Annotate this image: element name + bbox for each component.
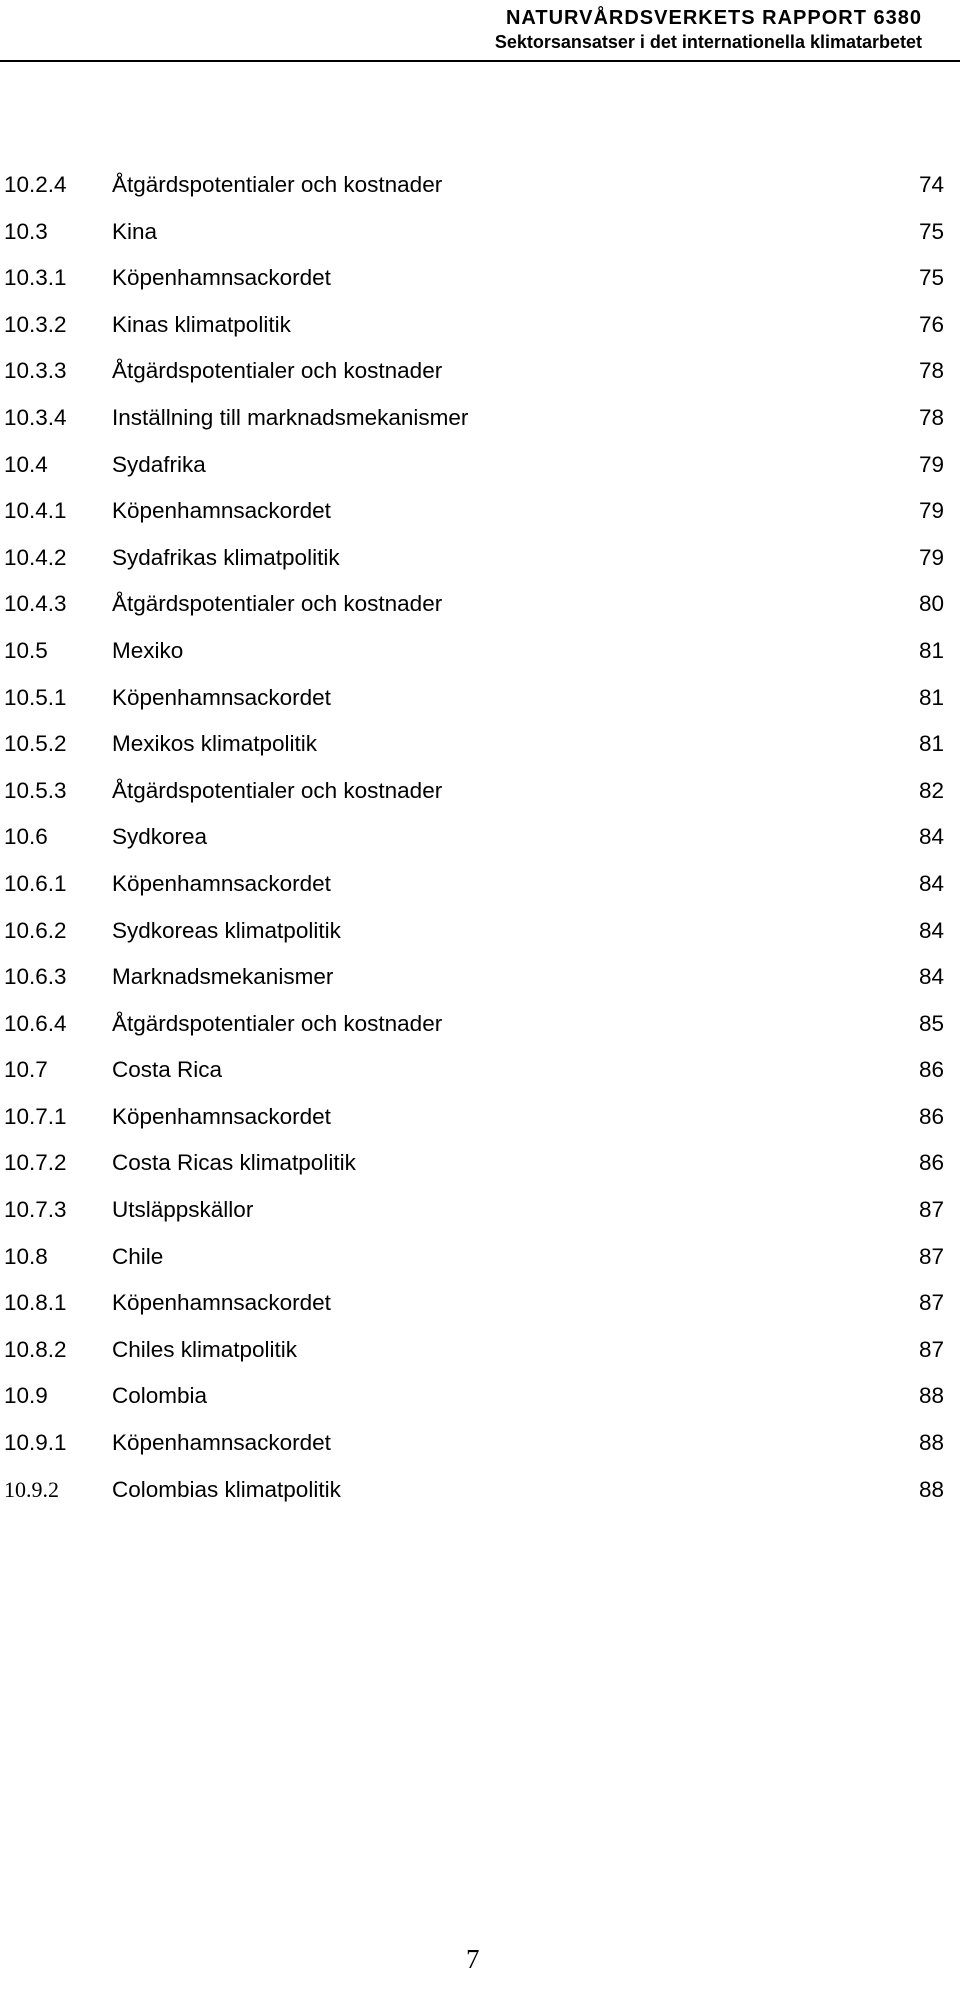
toc-section-number: 10.3.3 xyxy=(4,358,67,384)
toc-page-number: 87 xyxy=(918,1290,944,1316)
toc-section-title: Colombias klimatpolitik xyxy=(112,1476,341,1502)
toc-section-number: 10.6.1 xyxy=(4,870,67,896)
toc-section-number: 10.4.3 xyxy=(4,591,67,617)
toc-section-number: 10.4.1 xyxy=(4,498,67,524)
toc-entry[interactable] xyxy=(0,209,960,256)
toc-section-number: 10.5.2 xyxy=(4,731,67,757)
toc-section-title: Mexikos klimatpolitik xyxy=(112,731,318,757)
toc-page-number: 75 xyxy=(918,265,944,291)
toc-section-number: 10.7.3 xyxy=(4,1197,67,1223)
toc-section-number: 10.4 xyxy=(4,451,48,477)
toc-entry[interactable] xyxy=(0,1234,960,1281)
toc-section-title: Köpenhamnsackordet xyxy=(112,684,331,710)
toc-page-number: 84 xyxy=(918,824,944,850)
toc-page-number: 87 xyxy=(918,1336,944,1362)
toc-section-title: Chiles klimatpolitik xyxy=(112,1336,298,1362)
toc-entry[interactable] xyxy=(0,1373,960,1420)
toc-entry[interactable] xyxy=(0,302,960,349)
toc-entry[interactable] xyxy=(0,1001,960,1048)
toc-section-title: Utsläppskällor xyxy=(112,1197,254,1223)
toc-entry[interactable] xyxy=(0,535,960,582)
toc-page-number: 79 xyxy=(918,498,944,524)
toc-page-number: 84 xyxy=(918,917,944,943)
toc-entry[interactable] xyxy=(0,1327,960,1374)
toc-section-number: 10.3.1 xyxy=(4,265,67,291)
page-header xyxy=(495,6,922,54)
toc-section-number: 10.3 xyxy=(4,218,48,244)
toc-entry[interactable] xyxy=(0,1420,960,1467)
toc-page-number: 74 xyxy=(918,172,944,197)
toc-section-title: Köpenhamnsackordet xyxy=(112,1103,331,1129)
toc-entry[interactable] xyxy=(0,768,960,815)
toc-section-number: 10.6.3 xyxy=(4,964,67,990)
toc-section-title: Köpenhamnsackordet xyxy=(112,498,331,524)
toc-entry[interactable] xyxy=(0,908,960,955)
toc-section-title: Kina xyxy=(112,218,158,244)
toc-section-title: Sydkoreas klimatpolitik xyxy=(112,917,341,943)
toc-entry[interactable] xyxy=(0,442,960,489)
toc-page-number: 78 xyxy=(918,404,944,430)
toc-page-number: 75 xyxy=(918,218,944,244)
toc-page-number: 87 xyxy=(918,1243,944,1269)
toc-section-title: Åtgärdspotentialer och kostnader xyxy=(112,777,443,803)
toc-entry[interactable] xyxy=(0,1187,960,1234)
toc-section-number: 10.3.2 xyxy=(4,311,67,337)
toc-section-title: Mexiko xyxy=(112,637,184,663)
toc-section-number: 10.8 xyxy=(4,1243,48,1269)
toc-page-number: 78 xyxy=(918,358,944,384)
toc-section-title: Sydafrika xyxy=(112,451,206,477)
toc-section-title: Köpenhamnsackordet xyxy=(112,1430,331,1456)
toc-section-number: 10.6 xyxy=(4,824,48,850)
toc-entry[interactable] xyxy=(0,581,960,628)
table-of-contents xyxy=(0,162,960,1513)
toc-entry[interactable] xyxy=(0,1467,960,1514)
toc-section-number: 10.5 xyxy=(4,637,48,663)
toc-page-number: 88 xyxy=(918,1430,944,1456)
toc-page-number: 85 xyxy=(918,1010,944,1036)
toc-page-number: 80 xyxy=(918,591,944,617)
toc-entry[interactable] xyxy=(0,1094,960,1141)
report-title: NATURVÅRDSVERKETS RAPPORT 6380 xyxy=(505,7,922,29)
toc-section-number: 10.7 xyxy=(4,1057,48,1083)
toc-section-number: 10.8.2 xyxy=(4,1336,67,1362)
toc-page-number: 88 xyxy=(918,1476,944,1502)
toc-section-title: Åtgärdspotentialer och kostnader xyxy=(112,358,443,384)
toc-section-number: 10.6.4 xyxy=(4,1010,67,1036)
toc-section-title: Marknadsmekanismer xyxy=(112,964,334,990)
toc-page-number: 79 xyxy=(918,544,944,570)
toc-section-number: 10.7.2 xyxy=(4,1150,67,1176)
toc-section-title: Köpenhamnsackordet xyxy=(112,870,331,896)
toc-page-number: 86 xyxy=(918,1103,944,1129)
toc-section-title: Costa Rica xyxy=(112,1057,223,1083)
toc-section-number: 10.7.1 xyxy=(4,1103,67,1129)
toc-entry[interactable] xyxy=(0,162,960,209)
toc-page-number: 79 xyxy=(918,451,944,477)
header-divider xyxy=(0,60,960,62)
toc-page-number: 86 xyxy=(918,1150,944,1176)
toc-entry[interactable] xyxy=(0,721,960,768)
toc-section-number: 10.3.4 xyxy=(4,404,67,430)
toc-entry[interactable] xyxy=(0,348,960,395)
toc-page-number: 81 xyxy=(918,731,944,757)
toc-entry[interactable] xyxy=(0,1047,960,1094)
toc-entry[interactable] xyxy=(0,395,960,442)
toc-section-title: Köpenhamnsackordet xyxy=(112,265,331,291)
toc-section-title: Åtgärdspotentialer och kostnader xyxy=(112,591,443,617)
toc-page-number: 76 xyxy=(918,311,944,337)
toc-entry[interactable] xyxy=(0,1140,960,1187)
toc-entry[interactable] xyxy=(0,861,960,908)
toc-section-title: Kinas klimatpolitik xyxy=(112,311,291,337)
toc-section-title: Åtgärdspotentialer och kostnader xyxy=(112,172,443,197)
toc-section-number: 10.8.1 xyxy=(4,1290,67,1316)
toc-entry[interactable] xyxy=(0,488,960,535)
toc-section-number: 10.9.2 xyxy=(4,1476,59,1502)
toc-section-title: Sydkorea xyxy=(112,824,208,850)
toc-section-number: 10.9 xyxy=(4,1383,48,1409)
toc-section-title: Chile xyxy=(112,1243,164,1269)
toc-entry[interactable] xyxy=(0,675,960,722)
toc-section-title: Colombia xyxy=(112,1383,208,1409)
toc-section-number: 10.4.2 xyxy=(4,544,67,570)
toc-page-number: 86 xyxy=(918,1057,944,1083)
report-subtitle: Sektorsansatser i det internationella klimatarbetet xyxy=(494,32,922,52)
toc-page-number: 81 xyxy=(918,684,944,710)
toc-page-number: 84 xyxy=(918,870,944,896)
toc-section-title: Åtgärdspotentialer och kostnader xyxy=(112,1010,443,1036)
toc-page-number: 81 xyxy=(918,637,944,663)
toc-section-title: Costa Ricas klimatpolitik xyxy=(112,1150,356,1176)
toc-section-title: Sydafrikas klimatpolitik xyxy=(112,544,340,570)
toc-section-title: Inställning till marknadsmekanismer xyxy=(112,404,469,430)
toc-page-number: 87 xyxy=(918,1197,944,1223)
toc-page-number: 82 xyxy=(918,777,944,803)
toc-entry[interactable] xyxy=(0,814,960,861)
toc-section-number: 10.5.1 xyxy=(4,684,67,710)
toc-section-title: Köpenhamnsackordet xyxy=(112,1290,331,1316)
page-number: 7 xyxy=(466,1944,480,1974)
toc-entry[interactable] xyxy=(0,1280,960,1327)
toc-page-number: 88 xyxy=(918,1383,944,1409)
toc-section-number: 10.9.1 xyxy=(4,1430,67,1456)
toc-section-number: 10.5.3 xyxy=(4,777,67,803)
toc-page-number: 84 xyxy=(918,964,944,990)
toc-entry[interactable] xyxy=(0,954,960,1001)
toc-section-number: 10.6.2 xyxy=(4,917,67,943)
toc-entry[interactable] xyxy=(0,255,960,302)
toc-section-number: 10.2.4 xyxy=(4,172,67,197)
toc-entry[interactable] xyxy=(0,628,960,675)
